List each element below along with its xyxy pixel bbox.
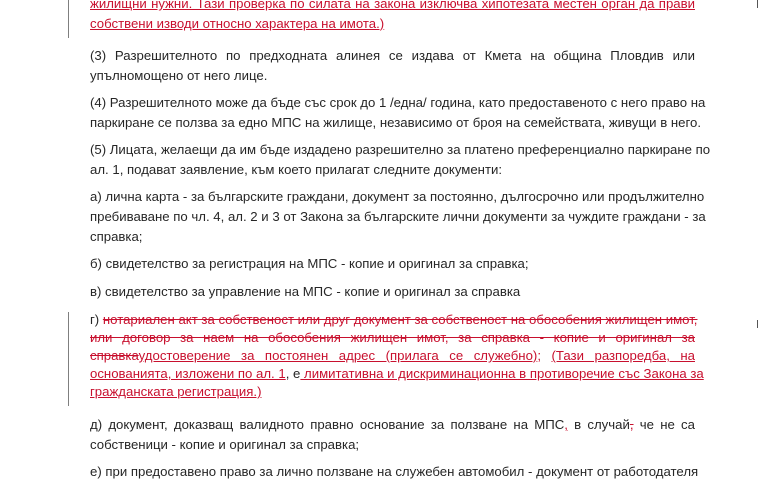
- text-line: жилищни нужни. Тази проверка по силата на закона изключва хипотезата местен орган да прави: [90, 0, 695, 11]
- text-line: собствени изводи относно характера на имота.): [90, 16, 385, 31]
- text-line: [90, 366, 704, 382]
- text-line: в) свидетелство за управление на МПС - копие и оригинал за справка: [90, 284, 521, 299]
- text-line: [90, 312, 698, 328]
- change-bar: [68, 0, 69, 38]
- deleted-text: ,: [629, 417, 634, 432]
- inserted-text: лимитативна и дискриминационна в противоречие със Закона за: [300, 366, 704, 381]
- inserted-text: ,: [564, 417, 568, 432]
- deleted-text: справка: [90, 348, 139, 363]
- plain-text: , е: [285, 366, 301, 381]
- text-line: собственици - копие и оригинал за справка;: [90, 437, 360, 452]
- text-line: (5) Лицата, желаещи да им бъде издадено разрешително за платено преференциално паркиране по: [90, 142, 711, 157]
- text-line: [90, 417, 695, 433]
- text-line: пребиваване по чл. 4, ал. 2 и 3 от Закона за българските лични документи за чуждите граждани - за: [90, 209, 706, 224]
- plain-text: д) документ, доказващ валидното правно основание за ползване на МПС: [90, 417, 565, 432]
- deleted-text: или договор за наем на обособения жилищен имот, за справка - копие и оригинал за: [90, 330, 695, 345]
- text-line: паркиране се ползва за едно МПС на жилище, независимо от броя на семействата, живущи в него.: [90, 115, 702, 130]
- text-line: справка;: [90, 229, 143, 244]
- margin-mark: [757, 0, 758, 8]
- plain-text: в случай: [567, 417, 630, 432]
- text-line: е) при предоставено право за лично ползване на служебен автомобил - документ от работодателя: [90, 464, 699, 479]
- text-line: ал. 1, подават заявление, към което прилагат следните документи:: [90, 162, 503, 177]
- separator-text: ;: [537, 348, 552, 363]
- text-line: б) свидетелство за регистрация на МПС - копие и оригинал за справка;: [90, 256, 529, 271]
- inserted-text: основанията, изложени по ал. 1: [90, 366, 286, 381]
- text-line: а) лична карта - за българските граждани, документ за постоянно, дългосрочно или продължително: [90, 189, 705, 204]
- text-line: (3) Разрешителното по предходната алинея се издава от Кмета на община Пловдив или: [90, 48, 695, 63]
- item-label: г): [90, 312, 103, 327]
- inserted-text: (Тази разпоредба, на: [551, 348, 695, 363]
- inserted-text: гражданската регистрация.): [90, 384, 262, 399]
- text-line: (4) Разрешителното може да бъде със срок до 1 /една/ година, като предоставеното с него право на: [90, 95, 706, 110]
- plain-text: че не са: [633, 417, 695, 432]
- text-line: упълномощено от него лице.: [90, 68, 268, 83]
- inserted-text: удостоверение за постоянен адрес (прилага се служебно): [138, 348, 538, 363]
- change-bar: [68, 312, 69, 406]
- text-line: [90, 348, 695, 364]
- deleted-text: нотариален акт за собственост или друг документ за собственост на обособения жилищен имот,: [102, 312, 698, 327]
- margin-mark: [757, 320, 758, 328]
